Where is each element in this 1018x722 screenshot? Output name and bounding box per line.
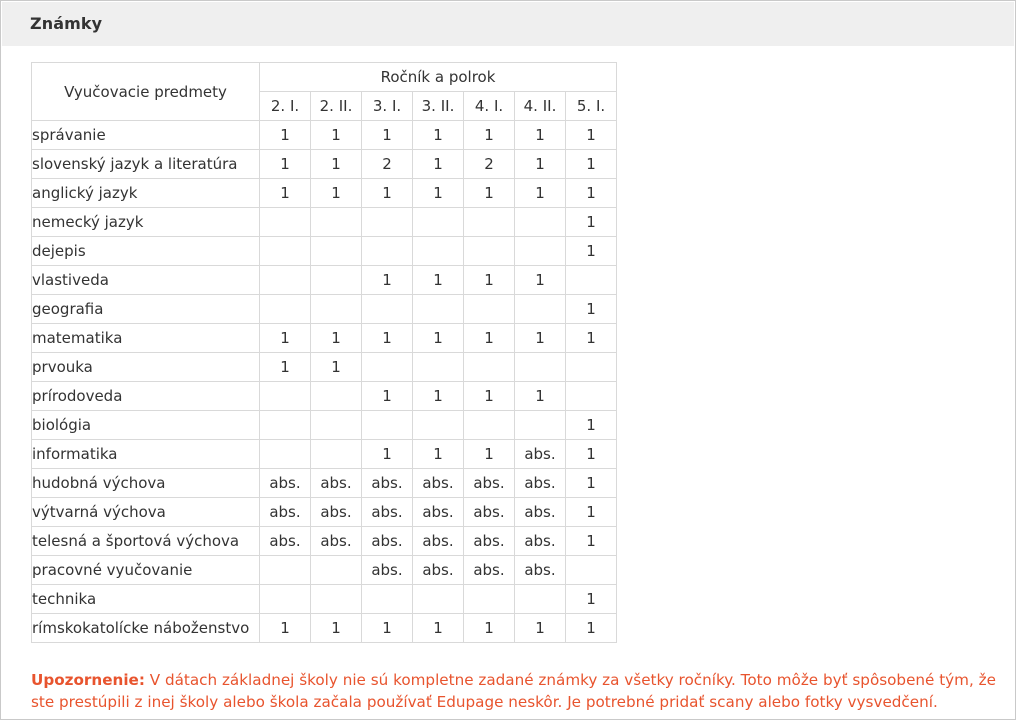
grade-cell: 1 — [362, 324, 413, 353]
grade-cell: 1 — [566, 527, 617, 556]
grade-cell: 1 — [515, 266, 566, 295]
grade-cell — [464, 208, 515, 237]
grade-cell — [260, 440, 311, 469]
grade-cell: 1 — [362, 266, 413, 295]
grade-cell — [311, 295, 362, 324]
grade-cell — [464, 353, 515, 382]
grade-cell: 1 — [311, 150, 362, 179]
grade-cell — [362, 411, 413, 440]
table-row — [32, 150, 617, 179]
table-row — [32, 324, 617, 353]
subject-name: telesná a športová výchova — [32, 527, 260, 556]
grade-cell: abs. — [362, 498, 413, 527]
grade-cell — [260, 208, 311, 237]
subject-name: biológia — [32, 411, 260, 440]
grade-cell: abs. — [515, 440, 566, 469]
grade-cell — [311, 556, 362, 585]
table-row — [32, 121, 617, 150]
grade-cell: 1 — [413, 382, 464, 411]
grade-cell — [566, 266, 617, 295]
grade-cell: abs. — [260, 498, 311, 527]
grade-cell — [515, 411, 566, 440]
grade-cell: 1 — [566, 440, 617, 469]
grade-cell — [566, 353, 617, 382]
semester-column-header: 3. II. — [413, 92, 464, 121]
subject-name: hudobná výchova — [32, 469, 260, 498]
grade-cell: 1 — [260, 353, 311, 382]
grade-cell — [260, 382, 311, 411]
grade-cell: abs. — [515, 527, 566, 556]
grade-cell — [260, 237, 311, 266]
grade-cell: 1 — [515, 121, 566, 150]
grade-cell: 1 — [413, 324, 464, 353]
grade-cell: 1 — [362, 179, 413, 208]
grade-cell: 1 — [515, 179, 566, 208]
grade-cell — [311, 585, 362, 614]
subject-name: prírodoveda — [32, 382, 260, 411]
grade-cell: 1 — [362, 382, 413, 411]
grade-cell — [566, 556, 617, 585]
table-row — [32, 556, 617, 585]
semester-column-header: 5. I. — [566, 92, 617, 121]
grade-cell: 1 — [566, 469, 617, 498]
semester-column-header: 2. I. — [260, 92, 311, 121]
grade-cell — [464, 237, 515, 266]
grade-cell: 1 — [515, 324, 566, 353]
grade-cell: 1 — [566, 295, 617, 324]
semester-column-header: 4. I. — [464, 92, 515, 121]
grade-cell — [311, 411, 362, 440]
grade-cell: 1 — [413, 179, 464, 208]
grade-cell: 1 — [362, 440, 413, 469]
grade-cell: 1 — [260, 324, 311, 353]
grade-cell: 1 — [260, 179, 311, 208]
table-row — [32, 266, 617, 295]
grade-cell — [515, 208, 566, 237]
grade-cell: abs. — [413, 527, 464, 556]
subject-name: anglický jazyk — [32, 179, 260, 208]
grade-cell: abs. — [362, 527, 413, 556]
grade-cell: 1 — [566, 498, 617, 527]
semester-column-header: 3. I. — [362, 92, 413, 121]
grade-cell — [413, 353, 464, 382]
grade-cell: 1 — [464, 324, 515, 353]
grade-cell — [413, 411, 464, 440]
grade-cell: 1 — [311, 179, 362, 208]
grade-cell — [464, 295, 515, 324]
table-row — [32, 469, 617, 498]
subject-column-header: Vyučovacie predmety — [32, 63, 260, 121]
grade-cell — [311, 382, 362, 411]
grade-cell: 1 — [566, 208, 617, 237]
subject-name: rímskokatolícke náboženstvo — [32, 614, 260, 643]
grade-cell: abs. — [464, 527, 515, 556]
grade-cell: 1 — [413, 266, 464, 295]
warning-text: V dátach základnej školy nie sú kompletne zadané známky za všetky ročníky. Toto môže byť spôsobené tým, že ste prestúpili z inej školy alebo škola začala používať Edupage neskôr. Je potrebné pridať scany alebo fotky vysvedčení. — [31, 671, 996, 711]
grade-cell — [260, 556, 311, 585]
grade-cell — [311, 266, 362, 295]
semester-column-header: 4. II. — [515, 92, 566, 121]
grade-cell: 1 — [413, 121, 464, 150]
grade-cell — [362, 585, 413, 614]
table-row — [32, 498, 617, 527]
grade-cell — [413, 585, 464, 614]
subject-name: nemecký jazyk — [32, 208, 260, 237]
grade-cell: abs. — [515, 469, 566, 498]
subject-name: správanie — [32, 121, 260, 150]
grade-cell: 1 — [566, 585, 617, 614]
table-header-row — [32, 63, 617, 92]
grade-cell: 1 — [311, 353, 362, 382]
subject-name: technika — [32, 585, 260, 614]
grade-cell: abs. — [260, 469, 311, 498]
subject-name: informatika — [32, 440, 260, 469]
grade-cell: 1 — [566, 150, 617, 179]
subject-name: geografia — [32, 295, 260, 324]
year-semester-header: Ročník a polrok — [260, 63, 617, 92]
grade-cell: 1 — [464, 121, 515, 150]
grade-cell: 2 — [362, 150, 413, 179]
table-row — [32, 179, 617, 208]
grade-cell: abs. — [311, 527, 362, 556]
grade-cell: 1 — [515, 150, 566, 179]
grade-cell: 1 — [260, 614, 311, 643]
grade-cell: 1 — [464, 614, 515, 643]
grade-cell: 1 — [566, 121, 617, 150]
grade-cell: abs. — [362, 469, 413, 498]
table-row — [32, 208, 617, 237]
grade-cell: 1 — [413, 150, 464, 179]
subject-name: dejepis — [32, 237, 260, 266]
warning-lead: Upozornenie: — [31, 671, 145, 689]
panel-header — [2, 2, 1014, 46]
grade-cell: 1 — [566, 179, 617, 208]
grade-cell: 1 — [566, 324, 617, 353]
grade-cell — [362, 295, 413, 324]
grade-cell: 1 — [464, 440, 515, 469]
grade-cell: 1 — [260, 121, 311, 150]
table-row — [32, 353, 617, 382]
grade-cell: abs. — [362, 556, 413, 585]
table-row — [32, 585, 617, 614]
grade-cell: 2 — [464, 150, 515, 179]
grade-cell — [260, 266, 311, 295]
grade-cell: 1 — [515, 382, 566, 411]
grade-cell — [413, 295, 464, 324]
grades-table — [31, 62, 617, 643]
grade-cell — [515, 237, 566, 266]
grade-cell — [515, 585, 566, 614]
panel-title: Známky — [30, 14, 103, 33]
grade-cell — [515, 295, 566, 324]
grade-cell — [311, 440, 362, 469]
grade-cell: abs. — [464, 469, 515, 498]
table-row — [32, 411, 617, 440]
subject-name: výtvarná výchova — [32, 498, 260, 527]
subject-name: pracovné vyučovanie — [32, 556, 260, 585]
grade-cell — [362, 237, 413, 266]
grade-cell: abs. — [311, 498, 362, 527]
grade-cell: abs. — [413, 498, 464, 527]
grade-cell: abs. — [464, 556, 515, 585]
grade-cell: 1 — [311, 324, 362, 353]
grade-cell: 1 — [464, 266, 515, 295]
grade-cell — [413, 208, 464, 237]
grade-cell: 1 — [362, 121, 413, 150]
subject-name: vlastiveda — [32, 266, 260, 295]
table-row — [32, 382, 617, 411]
grade-cell: 1 — [362, 614, 413, 643]
grade-cell — [515, 353, 566, 382]
grade-cell — [260, 585, 311, 614]
grade-cell — [413, 237, 464, 266]
grade-cell — [260, 295, 311, 324]
grade-cell: abs. — [260, 527, 311, 556]
subject-name: prvouka — [32, 353, 260, 382]
grades-table-body — [32, 121, 617, 643]
grade-cell: 1 — [515, 614, 566, 643]
subject-name: slovenský jazyk a literatúra — [32, 150, 260, 179]
grade-cell: abs. — [311, 469, 362, 498]
incomplete-grades-warning — [31, 669, 1001, 713]
table-row — [32, 237, 617, 266]
table-row — [32, 295, 617, 324]
grade-cell — [362, 353, 413, 382]
grade-cell: abs. — [515, 498, 566, 527]
semester-column-header: 2. II. — [311, 92, 362, 121]
grade-cell — [362, 208, 413, 237]
grade-cell: 1 — [464, 179, 515, 208]
subject-name: matematika — [32, 324, 260, 353]
table-row — [32, 527, 617, 556]
grade-cell: 1 — [260, 150, 311, 179]
grade-cell: abs. — [464, 498, 515, 527]
grade-cell: 1 — [413, 614, 464, 643]
grade-cell: abs. — [413, 469, 464, 498]
table-row — [32, 440, 617, 469]
grade-cell: 1 — [566, 614, 617, 643]
grade-cell: 1 — [464, 382, 515, 411]
table-row — [32, 614, 617, 643]
grade-cell: abs. — [413, 556, 464, 585]
grade-cell — [311, 237, 362, 266]
grade-cell — [566, 382, 617, 411]
grade-cell: 1 — [311, 614, 362, 643]
grade-cell: 1 — [566, 411, 617, 440]
grade-cell — [311, 208, 362, 237]
grade-cell — [464, 411, 515, 440]
grade-cell: 1 — [413, 440, 464, 469]
grade-cell: abs. — [515, 556, 566, 585]
grade-cell: 1 — [311, 121, 362, 150]
grade-cell — [260, 411, 311, 440]
grade-cell: 1 — [566, 237, 617, 266]
grade-cell — [464, 585, 515, 614]
